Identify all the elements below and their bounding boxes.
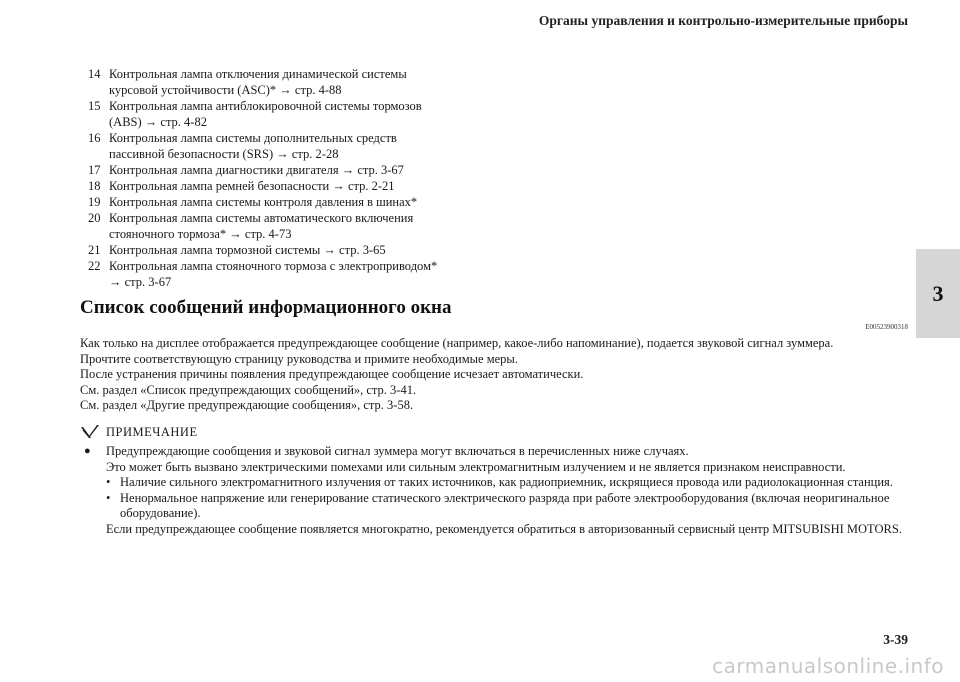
chapter-tab-number: 3 [932,280,944,306]
section-code: E00523900318 [865,323,908,331]
list-item [88,130,488,162]
item-text: Контрольная лампа отключения динамической системы [109,67,407,81]
paragraph: См. раздел «Другие предупреждающие сообщения», стр. 3-58. [80,398,414,413]
list-item [88,178,488,194]
note-subitem-text: Ненормальное напряжение или генерирование статического электрического разряда при работе электрооборудования (включая неоригинальное оборудование). [120,490,890,521]
section-title: Список сообщений информационного окна [80,297,452,318]
item-number: 17 [88,163,101,177]
item-text-cont: → стр. 3-67 [109,275,172,289]
item-text: Контрольная лампа системы дополнительных средств [109,131,397,145]
item-text: Контрольная лампа системы контроля давления в шинах* [109,195,418,209]
paragraph: Как только на дисплее отображается предупреждающее сообщение (например, какое-либо напоминание), подается звуковой сигнал зуммера. [80,336,834,350]
list-item [88,210,488,242]
note-body [84,444,920,538]
item-number: 21 [88,243,101,257]
chapter-tab [916,249,960,338]
paragraph: Прочтите соответствующую страницу руководства и примите необходимые меры. [80,351,518,366]
item-number: 15 [88,99,101,113]
list-item [88,194,488,210]
sub-bullet-icon: • [106,475,111,490]
running-header: Органы управления и контрольно-измерительные приборы [538,13,908,28]
note-subitem-text: Наличие сильного электромагнитного излучения от таких источников, как радиоприемник, искрящиеся провода или радиолокационная станция. [120,475,893,490]
paragraph: После устранения причины появления предупреждающее сообщение исчезает автоматически. [80,367,584,382]
note-line: Это может быть вызвано электрическими помехами или сильным электромагнитным излучением и не является признаком неисправности. [106,459,846,474]
list-item [88,162,488,178]
note-line: Если предупреждающее сообщение появляется многократно, рекомендуется обратиться в авторизованный сервисный центр MITSUBISHI MOTORS. [106,521,902,536]
section-body [80,336,920,414]
paragraph: См. раздел «Список предупреждающих сообщений», стр. 3-41. [80,382,417,397]
note-title: ПРИМЕЧАНИЕ [106,424,198,439]
item-text: Контрольная лампа антиблокировочной системы тормозов [109,99,422,113]
note-pencil-icon [80,424,100,440]
indicator-list [88,66,488,290]
item-text: Контрольная лампа стояночного тормоза с электроприводом* [109,259,438,273]
page-number: 3-39 [883,632,908,647]
item-text-cont: стояночного тормоза* → стр. 4-73 [109,227,292,241]
note-subitem [84,475,920,491]
sub-bullet-icon: • [106,490,111,505]
item-number: 22 [88,259,101,273]
item-text: Контрольная лампа системы автоматического включения [109,211,414,225]
list-item [88,242,488,258]
note-header [80,424,198,440]
list-item [88,258,488,290]
item-number: 19 [88,195,101,209]
item-text: Контрольная лампа ремней безопасности → стр. 2-21 [109,179,395,193]
list-item [88,98,488,130]
bullet-icon: ● [84,445,91,457]
list-item [88,66,488,98]
note-subitem [84,491,920,522]
item-text-cont: пассивной безопасности (SRS) → стр. 2-28 [109,147,339,161]
item-number: 14 [88,67,101,81]
item-number: 16 [88,131,101,145]
item-text: Контрольная лампа тормозной системы → стр. 3-65 [109,243,386,257]
item-text-cont: курсовой устойчивости (ASC)* → стр. 4-88 [109,83,342,97]
watermark: carmanualsonline.info [712,654,944,678]
item-text: Контрольная лампа диагностики двигателя → стр. 3-67 [109,163,404,177]
item-text-cont: (ABS) → стр. 4-82 [109,115,207,129]
item-number: 18 [88,179,101,193]
item-number: 20 [88,211,101,225]
note-line: Предупреждающие сообщения и звуковой сигнал зуммера могут включаться в перечисленных ниже случаях. [106,444,689,458]
